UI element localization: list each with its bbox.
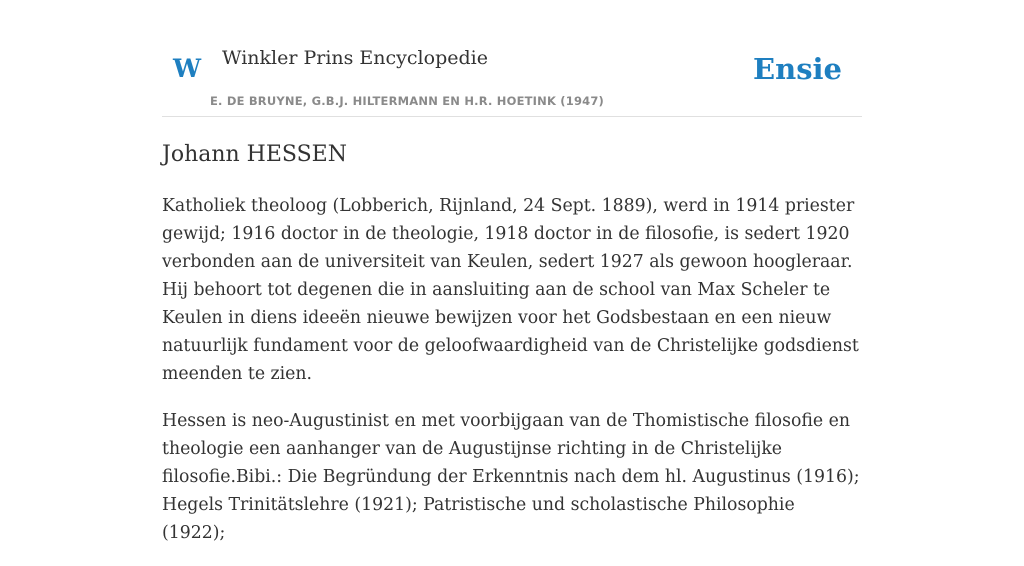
encyclopedia-authors: E. DE BRUYNE, G.B.J. HILTERMANN EN H.R. HOETINK (1947) (210, 94, 605, 108)
article-paragraph: Katholiek theoloog (Lobberich, Rijnland, 24 Sept. 1889), werd in 1914 priester gewijd; 1916 doctor in de theologie, 1918 doctor in de filosofie, is sedert 1920 verbonden aan de universiteit van Keulen, sedert 1927 als gewoon hoogleraar. Hij behoort tot degenen die in aansluiting aan de school van Max Scheler te Keulen in diens ideeën nieuwe bewijzen voor het Godsbestaan en een nieuw natuurlijk fundament voor de geloofwaardigheid van de Christelijke godsdienst meenden te zien. (162, 196, 859, 384)
article-title: Johann HESSEN (162, 142, 347, 167)
winkler-prins-logo[interactable]: W (173, 54, 202, 83)
site-header (162, 40, 862, 117)
encyclopedia-title: Winkler Prins Encyclopedie (222, 47, 488, 69)
article-paragraph: Hessen is neo-Augustinist en met voorbijgaan van de Thomistische filosofie en theologie een aanhanger van de Augustijnse richting in de Christelijke filosofie.Bibi.: Die Begründung der Erkenntnis nach dem hl. Augustinus (1916); Hegels Trinitätslehre (1921); Patristische und scholastische Philosophie (1922); (162, 411, 860, 543)
article (162, 138, 862, 566)
ensie-brand-link[interactable]: Ensie (753, 52, 842, 86)
